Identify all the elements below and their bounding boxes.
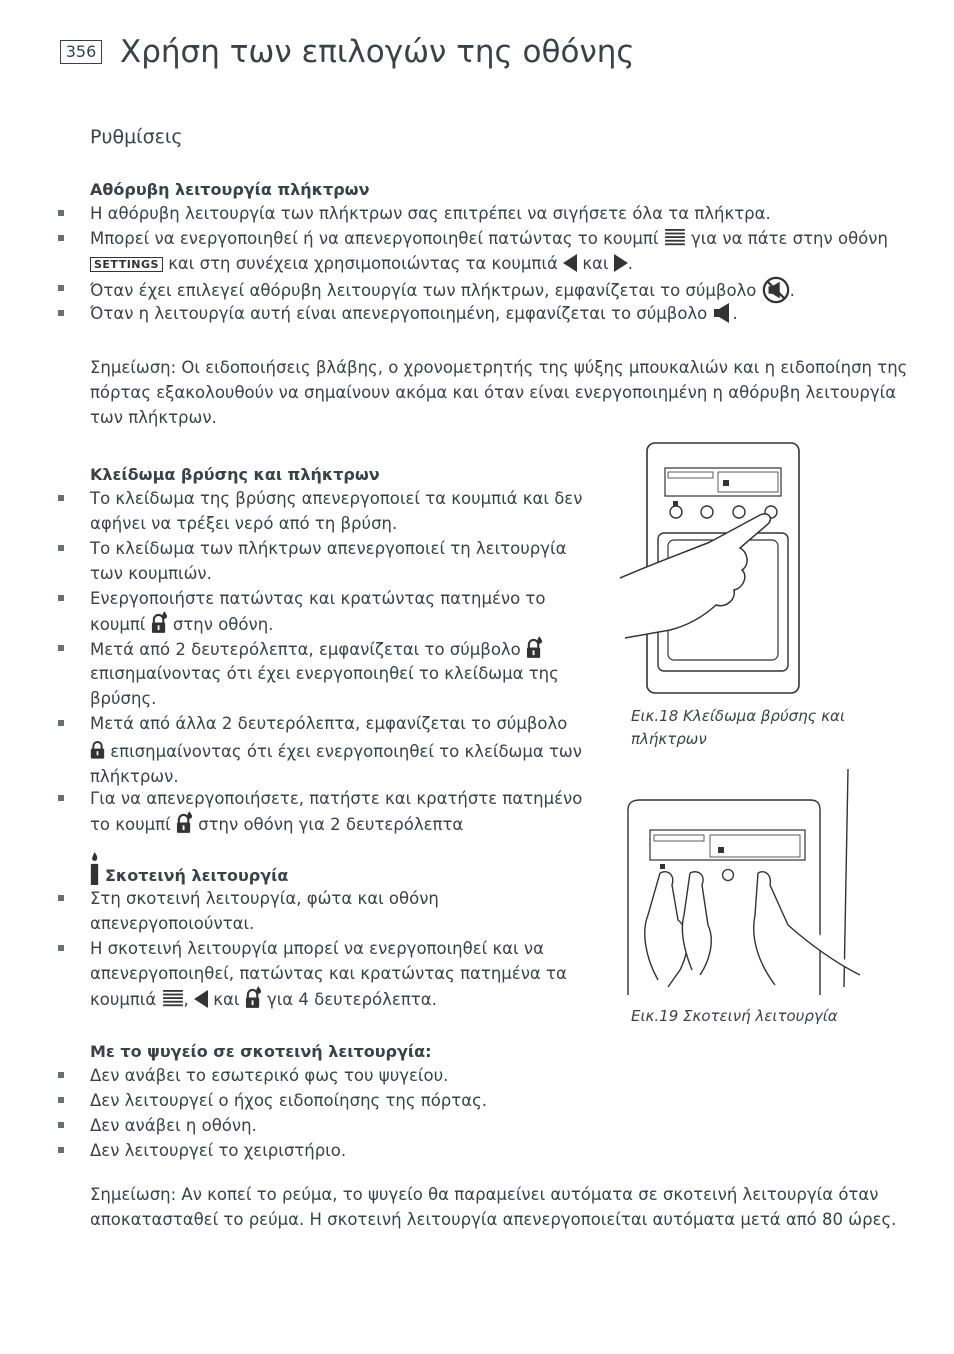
menu-lines-icon: [664, 229, 686, 247]
settings-button-label: SETTINGS: [90, 257, 163, 272]
silent-note-line-1: Σημείωση: Οι ειδοποιήσεις βλάβης, ο χρονομετρητής της ψύξης μπουκαλιών και η ειδοποίηση της: [90, 358, 908, 377]
left-arrow-icon: [194, 990, 208, 1008]
lock-line: αφήνει να τρέξει νερό από τη βρύση.: [90, 514, 398, 533]
bullet: [58, 795, 64, 801]
lock-icon: [90, 740, 105, 759]
bullet: [58, 235, 64, 241]
lock-line: Ενεργοποιήστε πατώντας και κρατώντας πατημένο το: [90, 589, 546, 608]
lock-line: επισημαίνοντας ότι έχει ενεργοποιηθεί το κλείδωμα της: [90, 664, 559, 683]
text: Όταν η λειτουργία αυτή είναι απενεργοποιημένη, εμφανίζεται το σύμβολο: [90, 304, 708, 323]
lock-line: Το κλείδωμα της βρύσης απενεργοποιεί τα κουμπιά και δεν: [90, 489, 583, 508]
right-arrow-icon: [614, 254, 628, 272]
lock-drop-icon: [176, 811, 193, 834]
dark-line: απενεργοποιηθεί, πατώντας και κρατώντας πατημένα τα: [90, 964, 567, 983]
lock-line: Για να απενεργοποιήσετε, πατήστε και κρατήστε πατημένο: [90, 789, 583, 808]
figure-19-illustration: [620, 765, 865, 995]
text: κουμπί: [90, 615, 146, 634]
bullet: [58, 545, 64, 551]
silent-heading: Αθόρυβη λειτουργία πλήκτρων: [90, 180, 370, 199]
left-arrow-icon: [563, 254, 577, 272]
bullet: [58, 1122, 64, 1128]
lock-line: Μετά από άλλα 2 δευτερόλεπτα, εμφανίζεται το σύμβολο: [90, 714, 568, 733]
silent-note-line-3: των πλήκτρων.: [90, 408, 217, 427]
dark-sub-heading: Με το ψυγείο σε σκοτεινή λειτουργία:: [90, 1042, 432, 1061]
text: για να πάτε στην οθόνη: [690, 229, 888, 248]
text: στην οθόνη.: [172, 615, 274, 634]
lock-line: [90, 611, 273, 637]
text: Μετά από 2 δευτερόλεπτα, εμφανίζεται το σύμβολο: [90, 640, 521, 659]
silent-bullet-2-line-1: [90, 226, 888, 251]
text: .: [789, 281, 795, 300]
text: και στη συνέχεια χρησιμοποιώντας τα κουμπιά: [168, 254, 558, 273]
lock-line: [90, 636, 543, 662]
dark-sub-line: Δεν ανάβει η οθόνη.: [90, 1116, 257, 1135]
bullet: [58, 1147, 64, 1153]
dark-sub-line: Δεν λειτουργεί το χειριστήριο.: [90, 1141, 347, 1160]
bullet: [58, 1097, 64, 1103]
menu-lines-icon: [162, 990, 184, 1008]
text: επισημαίνοντας ότι έχει ενεργοποιηθεί το κλείδωμα των: [110, 742, 582, 761]
bullet: [58, 945, 64, 951]
lock-drop-icon: [526, 636, 543, 659]
silent-note-line-2: πόρτας εξακολουθούν να σημαίνουν ακόμα και όταν είναι ενεργοποιημένη η αθόρυβη λειτουργία: [90, 383, 897, 402]
dark-note-line-2: αποκατασταθεί το ρεύμα. Η σκοτεινή λειτουργία απενεργοποιείται αυτόματα μετά από 80 ώρες.: [90, 1210, 897, 1229]
figure-18-caption-line-2: πλήκτρων: [631, 730, 707, 748]
silent-bullet-2-line-2: [90, 251, 633, 276]
text: για 4 δευτερόλεπτα.: [266, 990, 437, 1009]
dark-note-line-1: Σημείωση: Αν κοπεί το ρεύμα, το ψυγείο θα παραμείνει αυτόματα σε σκοτεινή λειτουργία όταν: [90, 1185, 879, 1204]
page-title: Χρήση των επιλογών της οθόνης: [120, 34, 635, 70]
text: .: [627, 254, 634, 273]
figure-18-illustration: [610, 440, 805, 700]
dark-line: Η σκοτεινή λειτουργία μπορεί να ενεργοποιηθεί και να: [90, 939, 544, 958]
bullet: [58, 1072, 64, 1078]
silent-bullet-1: Η αθόρυβη λειτουργία των πλήκτρων σας επιτρέπει να σιγήσετε όλα τα πλήκτρα.: [90, 204, 771, 223]
text: Όταν έχει επιλεγεί αθόρυβη λειτουργία των πλήκτρων, εμφανίζεται το σύμβολο: [90, 281, 757, 300]
candle-icon: [89, 851, 100, 886]
text: Μπορεί να ενεργοποιηθεί ή να απενεργοποιηθεί πατώντας το κουμπί: [90, 229, 659, 248]
silent-bullet-4: [90, 301, 738, 326]
lock-drop-icon: [245, 986, 262, 1009]
bullet: [58, 210, 64, 216]
page-number: 356: [60, 40, 102, 64]
figure-19-caption: Εικ.19 Σκοτεινή λειτουργία: [631, 1007, 838, 1025]
bullet: [58, 310, 64, 316]
lock-line: [90, 811, 463, 837]
bullet: [58, 895, 64, 901]
lock-drop-icon: [151, 611, 168, 634]
bullet: [58, 495, 64, 501]
text: στην οθόνη για 2 δευτερόλεπτα: [198, 815, 464, 834]
text: το κουμπί: [90, 815, 171, 834]
lock-line: [90, 739, 582, 764]
text: .: [732, 304, 738, 323]
dark-sub-line: Δεν λειτουργεί ο ήχος ειδοποίησης της πόρτας.: [90, 1091, 488, 1110]
text: κουμπιά: [90, 990, 157, 1009]
dark-sub-line: Δεν ανάβει το εσωτερικό φως του ψυγείου.: [90, 1066, 449, 1085]
figure-18-caption-line-1: Εικ.18 Κλείδωμα βρύσης και: [631, 707, 846, 725]
lock-line: των κουμπιών.: [90, 564, 212, 583]
text: ,: [183, 990, 189, 1009]
bullet: [58, 645, 64, 651]
speaker-muted-icon: [762, 276, 790, 304]
dark-heading: Σκοτεινή λειτουργία: [105, 866, 289, 885]
bullet: [58, 720, 64, 726]
bullet: [58, 595, 64, 601]
speaker-icon: [713, 303, 733, 323]
text: και: [213, 990, 240, 1009]
dark-line: απενεργοποιούνται.: [90, 914, 255, 933]
bullet: [58, 285, 64, 291]
lock-heading: Κλείδωμα βρύσης και πλήκτρων: [90, 465, 380, 484]
silent-bullet-3: [90, 276, 795, 304]
text: και: [582, 254, 609, 273]
section-title: Ρυθμίσεις: [90, 126, 183, 148]
dark-line: [90, 986, 437, 1012]
lock-line: βρύσης.: [90, 689, 157, 708]
lock-line: πλήκτρων.: [90, 767, 179, 786]
dark-line: Στη σκοτεινή λειτουργία, φώτα και οθόνη: [90, 889, 439, 908]
lock-line: Το κλείδωμα των πλήκτρων απενεργοποιεί τη λειτουργία: [90, 539, 567, 558]
